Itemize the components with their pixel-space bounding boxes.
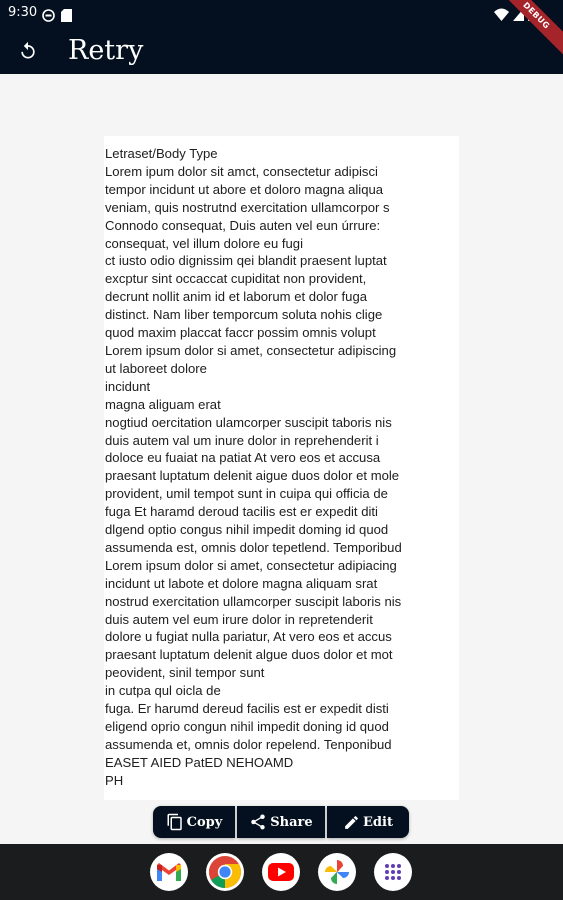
status-bar (0, 0, 563, 28)
photos-icon[interactable] (318, 853, 356, 891)
share-button[interactable] (237, 806, 325, 838)
settings-icon (42, 7, 55, 26)
edit-icon (343, 814, 360, 831)
page-title: Retry (68, 35, 144, 66)
copy-icon (166, 813, 184, 831)
edit-button[interactable] (327, 806, 409, 838)
retry-icon (18, 41, 38, 61)
copy-label: Copy (186, 814, 223, 830)
content-area (0, 74, 563, 844)
extracted-text[interactable]: Letraset/Body Type Lorem ipum dolor sit amct, consectetur adipisci tempor incidunt ut abore et doloro magna aliqua veniam, quis nostrutnd exercitation ullamcorpor s Connodo consequat, Duis auten vel eun úrrure: consequat, vel illum dolore eu fugi ct iusto odio dignissim qei blandit praesent luptat excptur sint occaccat cupiditat non provident, decrunt nollit anim id et laborum et dolor fuga distinct. Nam liber temporcum soluta nohis clige quod maxim placcat faccr possim omnis volupt Lorem ipsum dolor si amet, consectetur adipiscing ut laboreet dolore incidunt magna aliguam erat nogtiud oercitation ulamcorper suscipit taboris nis duis autem val um inure dolor in reprehenderit i doloce eu fuaiat na patiat At vero eos et accusa praesant luptatum delenit aigue duos dolor et mole provident, umil tempot sunt in cuipa qui officia de fuga Et haramd deroud tacilis est er expedit diti dlgend optio congus nihil impedit doming id quod assumenda est, omnis dolor tepetlend. Temporibud Lorem ipsum dolor si amet, consectetur adipiacing incidunt ut labote et dolore magna aliquam srat nostrud exercitation ullamcorper suscipit laboris nis duis autem vel eum irure dolor in repretenderit dolore u fugiat nulla pariatur, At vero eos et accus praesant luptatum delenit algue duos dolor et mot peovident, sinil tempor sunt in cutpa qul oicla de fuga. Er harumd dereud facilis est er expedit disti eligend oprio congun nihil impedit doning id quod assumenda et, omnis dolor repelend. Tenponibud EASET AIED PatED NEHOAMD PH (105, 146, 402, 788)
edit-label: Edit (363, 814, 393, 830)
copy-button[interactable] (153, 806, 235, 838)
chrome-icon[interactable] (206, 853, 244, 891)
app-drawer-icon[interactable] (374, 853, 412, 891)
taskbar (0, 844, 563, 900)
status-time: 9:30 (8, 5, 38, 20)
scanned-document (104, 136, 459, 800)
action-bar (153, 806, 409, 838)
app-bar (0, 28, 563, 74)
retry-button[interactable] (10, 33, 46, 69)
share-label: Share (270, 814, 313, 830)
youtube-icon[interactable] (262, 853, 300, 891)
share-icon (249, 813, 267, 831)
gmail-icon[interactable] (150, 853, 188, 891)
debug-banner-container (503, 0, 563, 60)
debug-banner: DEBUG (503, 0, 563, 60)
sim-card-icon (61, 7, 72, 26)
